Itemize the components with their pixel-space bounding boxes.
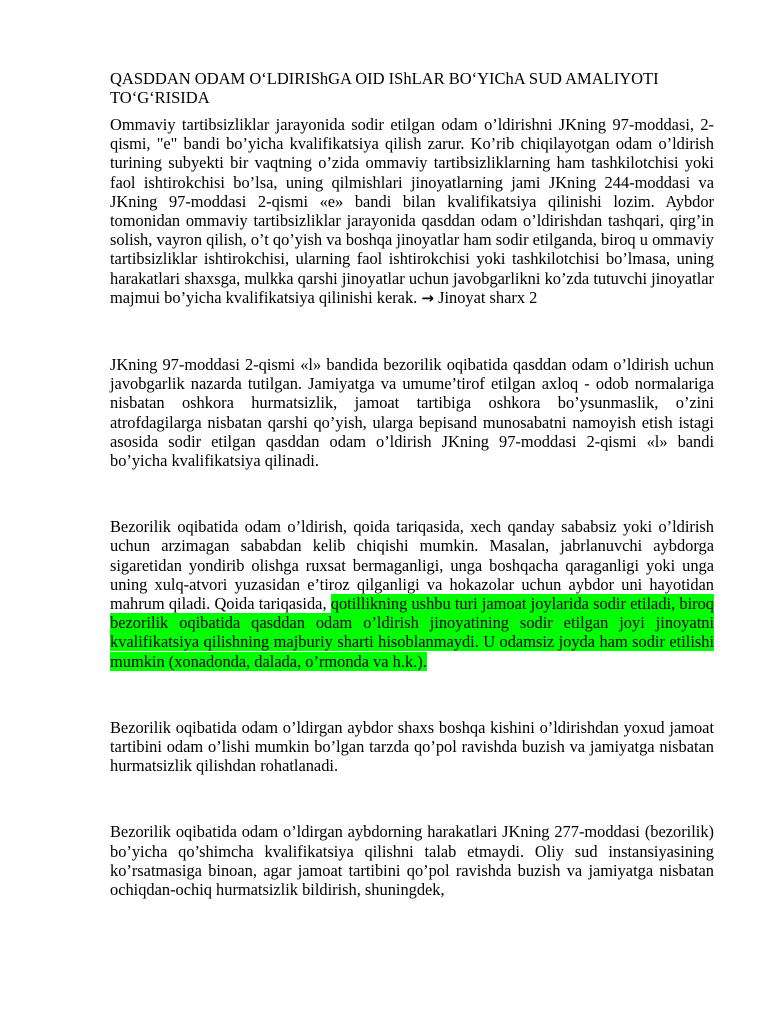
paragraph-mass-riots — [110, 115, 714, 308]
paragraph-spacer — [110, 308, 714, 355]
document-title: QASDDAN ODAM O‘LDIRIShGA OID IShLAR BO‘YIChA SUD AMALIYOTI TO‘G‘RISIDA — [110, 69, 659, 107]
highlighted-text: qotillikning ushbu turi jamoat joylarida sodir etiladi, biroq bezorilik oqibatida qasddan odam o’ldirish jinoyatining sodir etilgan joyi jinoyatni kvalifikatsiya qilishning majburiy sharti hisoblanmaydi. U odamsiz joyda ham sodir etilishi mumkin (xonadonda, dalada, o’rmonda va h.k.). — [110, 594, 714, 671]
reference-link: Jinoyat sharx 2 — [438, 287, 538, 307]
paragraph-spacer — [110, 671, 714, 718]
paragraph-mass-riots-text: Ommaviy tartibsizliklar jarayonida sodir etilgan odam o’ldirishni JKning 97-moddasi, 2-qismi, "e" bandi bo’yicha kvalifikatsiya qilish zarur. Ko’rib chiqilayotgan odam o’ldirish turining subyekti bir vaqtning o’zida ommaviy tartibsizliklarning ham tashkilotchisi yoki faol ishtirokchisi bo’lsa, uning qilmishlari jinoyatlarning jami JKning 244-moddasi va JKning 97-moddasi 2-qismi «e» bandi bilan kvalifikatsiya qilinishi lozim. Aybdor tomonidan ommaviy tartibsizliklar jarayonida qasddan odam o’ldirishdan tashqari, qirg’in solish, vayron qilish, o’t qo’yish va boshqa jinoyatlar ham sodir etilganda, biroq u ommaviy tartibsizliklar ishtirokchisi, ularning faol ishtirokchisi yoki tashkilotchisi bo’lmasa, uning harakatlari shaxsga, mulkka qarshi jinoyatlar uchun javobgarlikni ko’zda tutuvchi jinoyatlar majmui bo’yicha kvalifikatsiya qilinishi kerak. — [110, 115, 714, 307]
paragraph-spacer — [110, 775, 714, 822]
paragraph-hooliganism-definition: JKning 97-moddasi 2-qismi «l» bandida bezorilik oqibatida qasddan odam o’ldirish uchun javobgarlik nazarda tutilgan. Jamiyatga va umume’tirof etilgan axloq - odob normalariga nisbatan oshkora hurmatsizlik, jamoat tartibiga oshkora bo’ysunmaslik, o’zini atrofdagilarga nisbatan qarshi qo’yish, ularga bepisand munosabatni namoyish etish istagi asosida sodir etilgan qasddan odam o’ldirish JKning 97-moddasi 2-qismi «l» bandi bo’yicha kvalifikatsiya qilinadi. — [110, 355, 714, 471]
paragraph-additional-qualification: Bezorilik oqibatida odam o’ldirgan aybdorning harakatlari JKning 277-moddasi (bezorilik) bo’yicha qo’shimcha kvalifikatsiya qilishni talab etmaydi. Oliy sud instansiyasining ko’rsatmasiga binoan, agar jamoat tartibini qo’pol ravishda buzish va jamiyatga nisbatan ochiqdan-ochiq hurmatsizlik bildirish, shuningdek, — [110, 822, 714, 900]
document-body — [110, 69, 714, 899]
paragraph-hooliganism-motive — [110, 517, 714, 671]
paragraph-spacer — [110, 470, 714, 517]
paragraph-hooliganism-motive-text: Bezorilik oqibatida odam o’ldirish, qoida tariqasida, xech qanday sababsiz yoki o’ldirish uchun arzimagan sababdan kelib chiqishi mumkin. Masalan, jabrlanuvchi aybdorga sigaretidan yondirib olishga ruxsat bermaganligi, unga boshqacha qaraganligi yoki unga uning xulq-atvori yuzasidan e’tiroz qilganligi va hokazolar uchun aybdor uni hayotidan mahrum qiladi. Qoida tariqasida, — [110, 517, 714, 614]
paragraph-offender-pleasure: Bezorilik oqibatida odam o’ldirgan aybdor shaxs boshqa kishini o’ldirishdan yoxud jamoat tartibini odam o’lishi mumkin bo’lgan tarzda qo’pol ravishda buzish va jamiyatga nisbatan hurmatsizlik qilishdan rohatlanadi. — [110, 717, 714, 776]
arrow-right-icon: → — [421, 288, 434, 307]
